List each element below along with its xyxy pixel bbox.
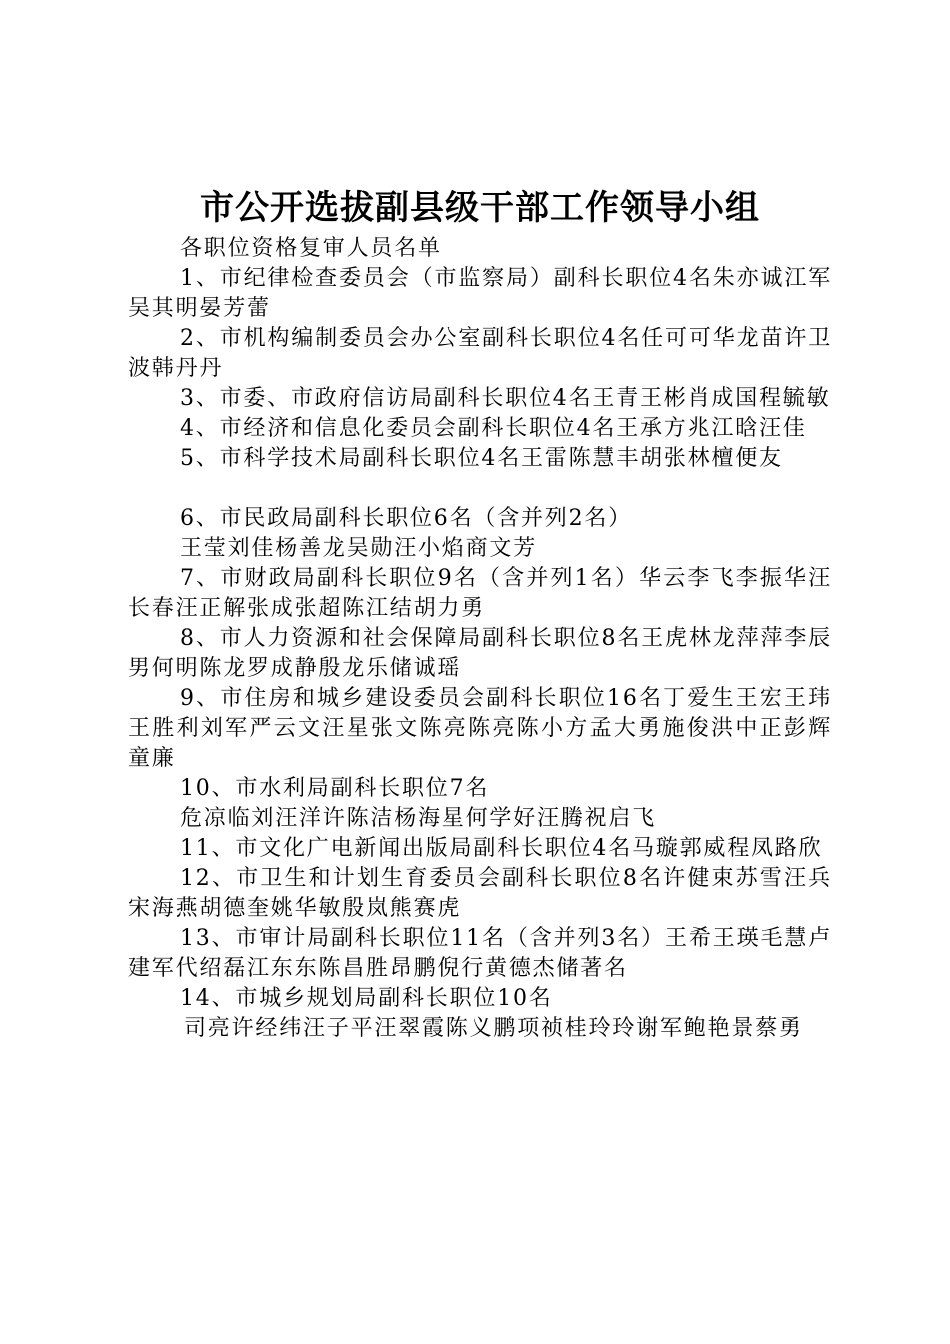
document-subtitle: 各职位资格复审人员名单	[180, 236, 442, 261]
paragraph-7: 7、市财政局副科长职位9名（含并列1名）华云李飞李振华汪长春汪正解张成张超陈江结胡力勇	[128, 566, 832, 621]
blank-line	[128, 474, 832, 504]
paragraph-5: 5、市科学技术局副科长职位4名王雷陈慧丰胡张林檀便友	[180, 446, 783, 471]
paragraph-4: 4、市经济和信息化委员会副科长职位4名王承方兆江晗汪佳	[180, 416, 807, 441]
paragraph-11: 11、市文化广电新闻出版局副科长职位4名马璇郭威程凤路欣	[180, 836, 823, 861]
paragraph-10: 10、市水利局副科长职位7名	[180, 776, 490, 801]
paragraph-6: 6、市民政局副科长职位6名（含并列2名）	[180, 506, 632, 531]
paragraph-13: 13、市审计局副科长职位11名（含并列3名）王希王瑛毛慧卢建军代绍磊江东东陈昌胜昂鹏倪行黄德杰储著名	[128, 926, 832, 981]
paragraph-9: 9、市住房和城乡建设委员会副科长职位16名丁爱生王宏王玮王胜利刘军严云文汪星张文陈亮陈亮陈小方孟大勇施俊洪中正彭辉童廉	[128, 686, 832, 771]
paragraph-14-names: 司亮许经纬汪子平汪翠霞陈义鹏项祯桂玲玲谢军鲍艳景蔡勇	[184, 1016, 803, 1041]
paragraph-1: 1、市纪律检查委员会（市监察局）副科长职位4名朱亦诚江军吴其明晏芳蕾	[128, 266, 832, 321]
paragraph-2: 2、市机构编制委员会办公室副科长职位4名任可可华龙苗许卫波韩丹丹	[128, 326, 832, 381]
paragraph-14: 14、市城乡规划局副科长职位10名	[180, 986, 553, 1011]
document-title: 市公开选拔副县级干部工作领导小组	[200, 188, 760, 228]
paragraph-3: 3、市委、市政府信访局副科长职位4名王青王彬肖成国程毓敏	[180, 386, 831, 411]
document-body	[128, 234, 832, 1044]
paragraph-10-names: 危凉临刘汪洋许陈洁杨海星何学好汪腾祝启飞	[180, 806, 657, 831]
paragraph-8: 8、市人力资源和社会保障局副科长职位8名王虎林龙萍萍李辰男何明陈龙罗成静殷龙乐储诚瑶	[128, 626, 832, 681]
paragraph-6-names: 王莹刘佳杨善龙吴勋汪小焰商文芳	[180, 536, 538, 561]
paragraph-12: 12、市卫生和计划生育委员会副科长职位8名许健束苏雪汪兵宋海燕胡德奎姚华敏殷岚熊赛虎	[128, 866, 832, 921]
